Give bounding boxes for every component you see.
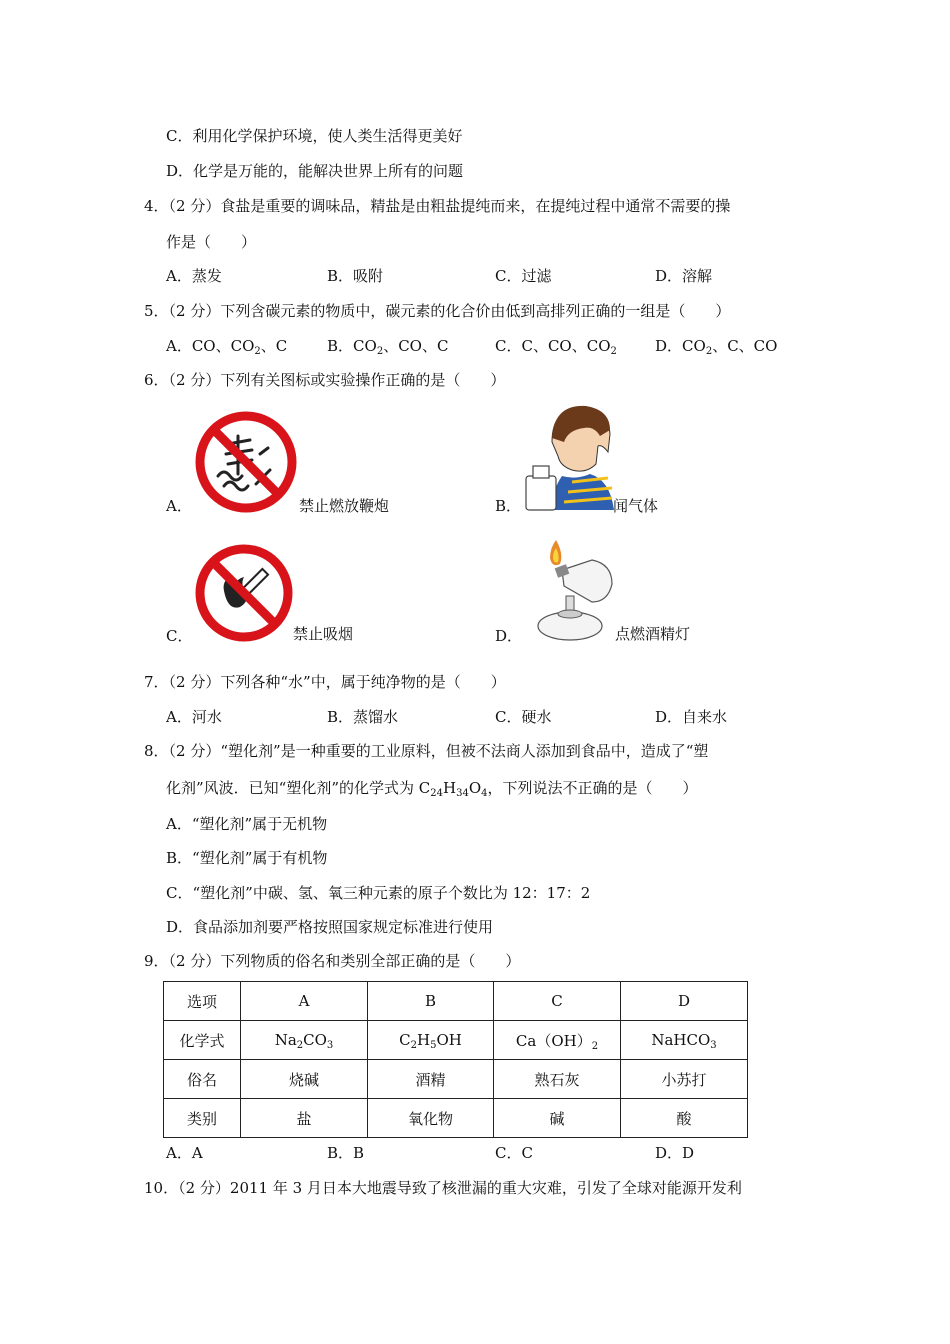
table-row [164,1021,748,1060]
table-cell: 选项 [164,982,241,1021]
table-cell: 酒精 [368,1060,494,1099]
q6-option-d-caption: 点燃酒精灯 [615,625,691,643]
table-cell: 熟石灰 [494,1060,621,1099]
formula-cell-a: $Na_2CO_3$ [241,1021,368,1060]
q9-table [163,981,748,1138]
q5-option-c: C．C、CO、$CO_2$ [495,337,617,357]
q6-option-c-letter: C． [166,627,193,645]
table-row [164,982,748,1021]
table-cell: A [241,982,368,1021]
q9-option-b: B．B [327,1144,365,1162]
q6-option-b-letter: B． [495,497,522,515]
q5-option-b: B．$CO_2$、CO、C [327,337,449,357]
no-firecrackers-icon [194,410,298,514]
q8-stem: 8．（2 分）“塑化剂”是一种重要的工业原料，但被不法商人添加到食品中，造成了“塑 [144,742,709,760]
q4-option-a: A．蒸发 [166,267,222,285]
alcohol-lamp-icon [522,534,618,644]
table-cell: 烧碱 [241,1060,368,1099]
table-row [164,1060,748,1099]
no-smoking-icon [194,543,294,643]
q4-option-d: D．溶解 [655,267,713,285]
q6-option-b-caption: 闻气体 [613,497,659,515]
q6-option-a-letter: A． [166,497,192,515]
q5-option-a: A．CO、$CO_2$、C [166,337,288,357]
q6-option-d-letter: D． [495,627,523,645]
q7-stem: 7．（2 分）下列各种“水”中，属于纯净物的是（ ） [144,673,506,691]
q8-option-c: C．“塑化剂”中碳、氢、氧三种元素的原子个数比为 12：17：2 [166,884,591,902]
formula-cell-d: NaHCO$_3$ [621,1021,748,1060]
q6-option-a-caption: 禁止燃放鞭炮 [299,497,390,515]
table-cell: 化学式 [164,1021,241,1060]
table-cell: B [368,982,494,1021]
q9-option-c: C．C [495,1144,533,1162]
q4-option-c: C．过滤 [495,267,552,285]
q7-option-a: A．河水 [166,708,222,726]
table-row [164,1099,748,1138]
q6-option-c-caption: 禁止吸烟 [293,625,354,643]
table-cell: 盐 [241,1099,368,1138]
q7-option-b: B．蒸馏水 [327,708,399,726]
q3-option-d: D．化学是万能的，能解决世界上所有的问题 [166,162,464,180]
formula-cell-b: $C_2H_5OH$ [368,1021,494,1060]
table-cell: 俗名 [164,1060,241,1099]
q8-option-a: A．“塑化剂”属于无机物 [166,815,328,833]
table-cell: 碱 [494,1099,621,1138]
q5-stem: 5．（2 分）下列含碳元素的物质中，碳元素的化合价由低到高排列正确的一组是（ ） [144,302,731,320]
q5-option-d: D．$CO_2$、C、CO [655,337,778,357]
table-cell: 小苏打 [621,1060,748,1099]
q6-stem: 6．（2 分）下列有关图标或实验操作正确的是（ ） [144,371,506,389]
q9-stem: 9．（2 分）下列物质的俗名和类别全部正确的是（ ） [144,952,521,970]
table-cell: 类别 [164,1099,241,1138]
table-cell: C [494,982,621,1021]
q7-option-d: D．自来水 [655,708,728,726]
q4-option-b: B．吸附 [327,267,384,285]
q8-option-b: B．“塑化剂”属于有机物 [166,849,328,867]
q8-option-d: D．食品添加剂要严格按照国家规定标准进行使用 [166,918,494,936]
table-cell: 氧化物 [368,1099,494,1138]
smelling-gas-icon [522,402,614,514]
q9-option-d: D．D [655,1144,695,1162]
q4-stem-cont: 作是（ ） [166,233,257,251]
q4-stem: 4．（2 分）食盐是重要的调味品，精盐是由粗盐提纯而来，在提纯过程中通常不需要的操 [144,197,731,215]
q10-stem: 10．（2 分）2011 年 3 月日本大地震导致了核泄漏的重大灾难，引发了全球对能源开发利 [144,1179,742,1197]
formula-cell-c: $Ca(OH)_2$ [494,1021,621,1060]
q8-stem-cont: 化剂”风波．已知“塑化剂”的化学式为 $C_{24}H_{34}O_4$，下列说法不正确的是（ ） [166,779,698,799]
table-cell: D [621,982,748,1021]
table-cell: 酸 [621,1099,748,1138]
q7-option-c: C．硬水 [495,708,552,726]
q3-option-c: C．利用化学保护环境，使人类生活得更美好 [166,127,463,145]
q9-option-a: A．A [166,1144,203,1162]
